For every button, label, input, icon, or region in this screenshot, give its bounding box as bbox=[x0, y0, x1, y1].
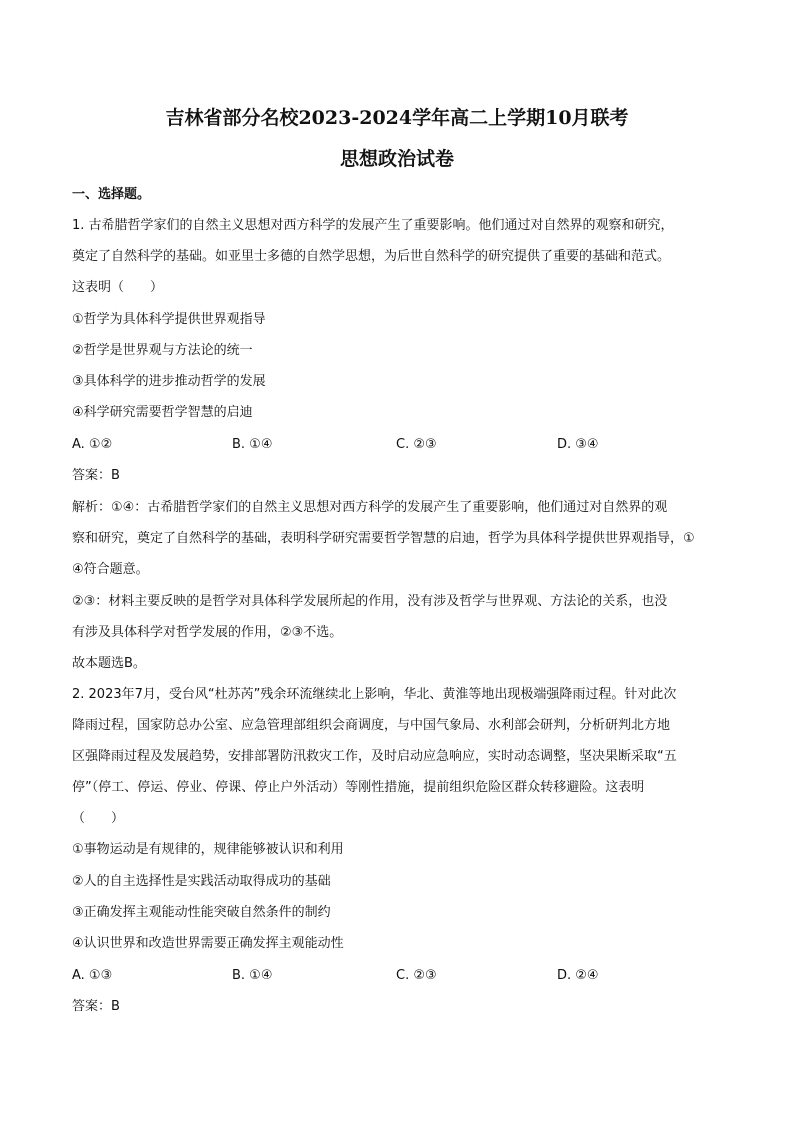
q1-conclusion: 故本题选B。 bbox=[72, 656, 146, 671]
q1-option-a: A. ①② bbox=[72, 437, 113, 452]
q1-analysis-line: ④符合题意。 bbox=[72, 562, 149, 577]
q2-stem-line: 2. 2023年7月，受台风“杜苏芮”残余环流继续北上影响，华北、黄淮等地出现极端强降雨过程。针对此次 bbox=[72, 687, 677, 702]
q2-option-d: D. ②④ bbox=[557, 968, 599, 983]
q1-stem-line: 这表明（ ） bbox=[72, 280, 164, 295]
exam-title: 吉林省部分名校2023-2024学年高二上学期10月联考 bbox=[165, 107, 629, 129]
q1-item: ④科学研究需要哲学智慧的启迪 bbox=[72, 405, 253, 420]
q2-option-a: A. ①③ bbox=[72, 968, 113, 983]
q2-item: ④认识世界和改造世界需要正确发挥主观能动性 bbox=[72, 936, 344, 951]
q1-item: ③具体科学的进步推动哲学的发展 bbox=[72, 374, 266, 389]
q2-stem-line: 停”（停工、停运、停业、停课、停止户外活动）等刚性措施，提前组织危险区群众转移避险。这表明 bbox=[72, 780, 645, 795]
q2-item: ③正确发挥主观能动性能突破自然条件的制约 bbox=[72, 905, 331, 920]
q1-answer: 答案：B bbox=[72, 468, 120, 483]
q2-item: ②人的自主选择性是实践活动取得成功的基础 bbox=[72, 874, 331, 889]
exam-subtitle: 思想政治试卷 bbox=[339, 148, 454, 170]
q1-analysis-line: 察和研究，奠定了自然科学的基础，表明科学研究需要哲学智慧的启迪，哲学为具体科学提供世界观指导，① bbox=[72, 531, 695, 546]
q1-option-c: C. ②③ bbox=[396, 437, 437, 452]
q1-analysis-line: 有涉及具体科学对哲学发展的作用，②③不选。 bbox=[72, 625, 343, 640]
q1-item: ①哲学为具体科学提供世界观指导 bbox=[72, 312, 266, 327]
q1-analysis-line: ②③：材料主要反映的是哲学对具体科学发展所起的作用，没有涉及哲学与世界观、方法论的关系，也没 bbox=[72, 594, 668, 609]
q2-stem-line: （ ） bbox=[72, 811, 125, 826]
q1-analysis-line: 解析：①④：古希腊哲学家们的自然主义思想对西方科学的发展产生了重要影响，他们通过对自然界的观 bbox=[72, 500, 668, 515]
section-heading: 一、选择题。 bbox=[72, 187, 151, 202]
q2-item: ①事物运动是有规律的，规律能够被认识和利用 bbox=[72, 842, 344, 857]
q2-stem-line: 区强降雨过程及发展趋势，安排部署防汛救灾工作，及时启动应急响应，实时动态调整，坚决果断采取“五 bbox=[72, 749, 677, 764]
q1-option-d: D. ③④ bbox=[557, 437, 599, 452]
q1-stem-line: 奠定了自然科学的基础。如亚里士多德的自然学思想，为后世自然科学的研究提供了重要的基础和范式。 bbox=[72, 249, 671, 264]
q1-option-b: B. ①④ bbox=[232, 437, 273, 452]
q2-option-b: B. ①④ bbox=[232, 968, 273, 983]
q2-answer: 答案：B bbox=[72, 999, 120, 1014]
q2-option-c: C. ②③ bbox=[396, 968, 437, 983]
q2-stem-line: 降雨过程，国家防总办公室、应急管理部组织会商调度，与中国气象局、水利部会研判，分析研判北方地 bbox=[72, 718, 671, 733]
q1-item: ②哲学是世界观与方法论的统一 bbox=[72, 343, 253, 358]
q1-stem-line: 1. 古希腊哲学家们的自然主义思想对西方科学的发展产生了重要影响。他们通过对自然界的观察和研究， bbox=[72, 218, 674, 233]
